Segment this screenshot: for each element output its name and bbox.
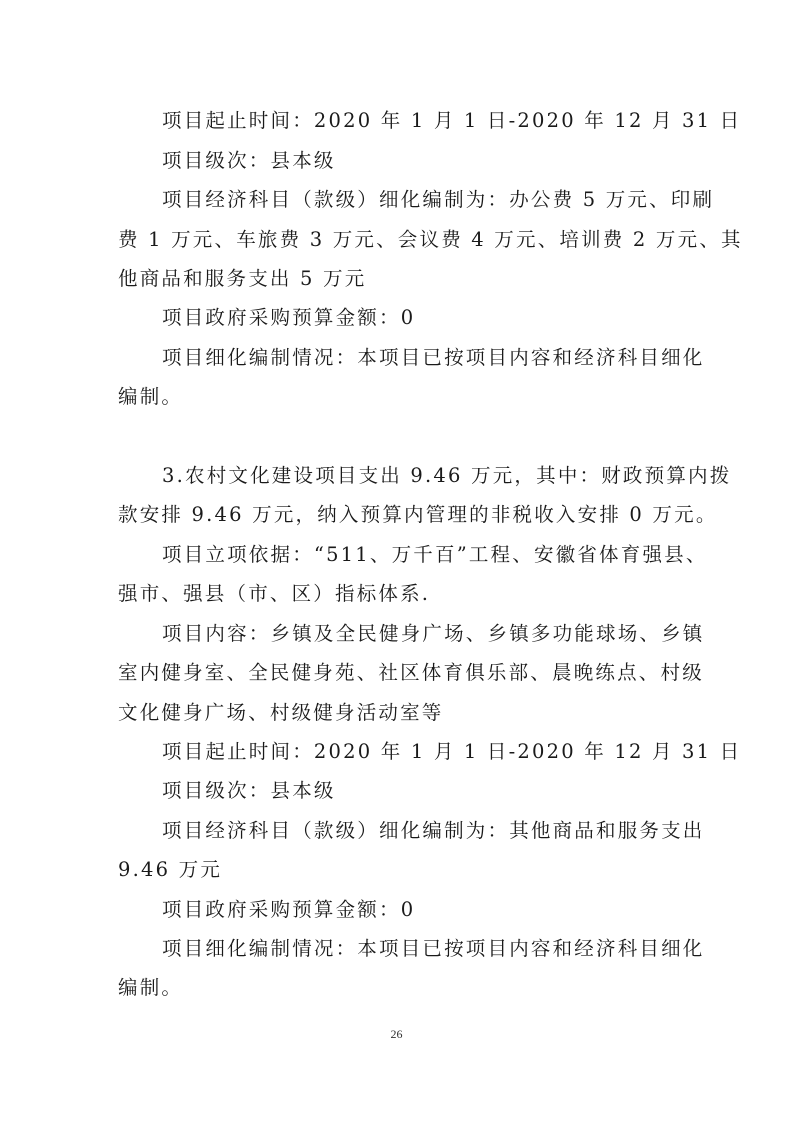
- procurement-amount: 项目政府采购预算金额：0: [162, 306, 416, 329]
- page-number: 26: [390, 1027, 403, 1041]
- project-period: 项目起止时间：2020 年 1 月 1 日-2020 年 12 月 31 日: [162, 109, 742, 132]
- economic-subjects-line: 项目经济科目（款级）细化编制为：办公费 5 万元、印刷: [162, 188, 715, 211]
- project-level: 项目级次：县本级: [162, 779, 336, 802]
- project-content-line: 室内健身室、全民健身苑、社区体育俱乐部、晨晚练点、村级: [118, 661, 704, 684]
- procurement-amount: 项目政府采购预算金额：0: [162, 898, 416, 921]
- project-basis-line: 项目立项依据：“511、万千百”工程、安徽省体育强县、: [162, 543, 708, 566]
- section-heading-line: 3.农村文化建设项目支出 9.46 万元，其中：财政预算内拨: [162, 464, 732, 487]
- refinement-status-line: 项目细化编制情况：本项目已按项目内容和经济科目细化: [162, 346, 705, 369]
- refinement-status-line: 项目细化编制情况：本项目已按项目内容和经济科目细化: [162, 937, 705, 960]
- economic-subjects-line: 项目经济科目（款级）细化编制为：其他商品和服务支出: [162, 819, 705, 842]
- project-content-line: 文化健身广场、村级健身活动室等: [118, 701, 444, 724]
- refinement-status-line: 编制。: [118, 976, 184, 999]
- project-period: 项目起止时间：2020 年 1 月 1 日-2020 年 12 月 31 日: [162, 740, 742, 763]
- economic-subjects-line: 费 1 万元、车旅费 3 万元、会议费 4 万元、培训费 2 万元、其: [118, 228, 743, 251]
- economic-subjects-line: 他商品和服务支出 5 万元: [118, 267, 367, 290]
- refinement-status-line: 编制。: [118, 385, 184, 408]
- project-content-line: 项目内容：乡镇及全民健身广场、乡镇多功能球场、乡镇: [162, 622, 705, 645]
- project-level: 项目级次：县本级: [162, 149, 336, 172]
- project-basis-line: 强市、强县（市、区）指标体系.: [118, 582, 431, 605]
- section-heading-line: 款安排 9.46 万元，纳入预算内管理的非税收入安排 0 万元。: [118, 503, 718, 526]
- economic-subjects-line: 9.46 万元: [118, 858, 223, 881]
